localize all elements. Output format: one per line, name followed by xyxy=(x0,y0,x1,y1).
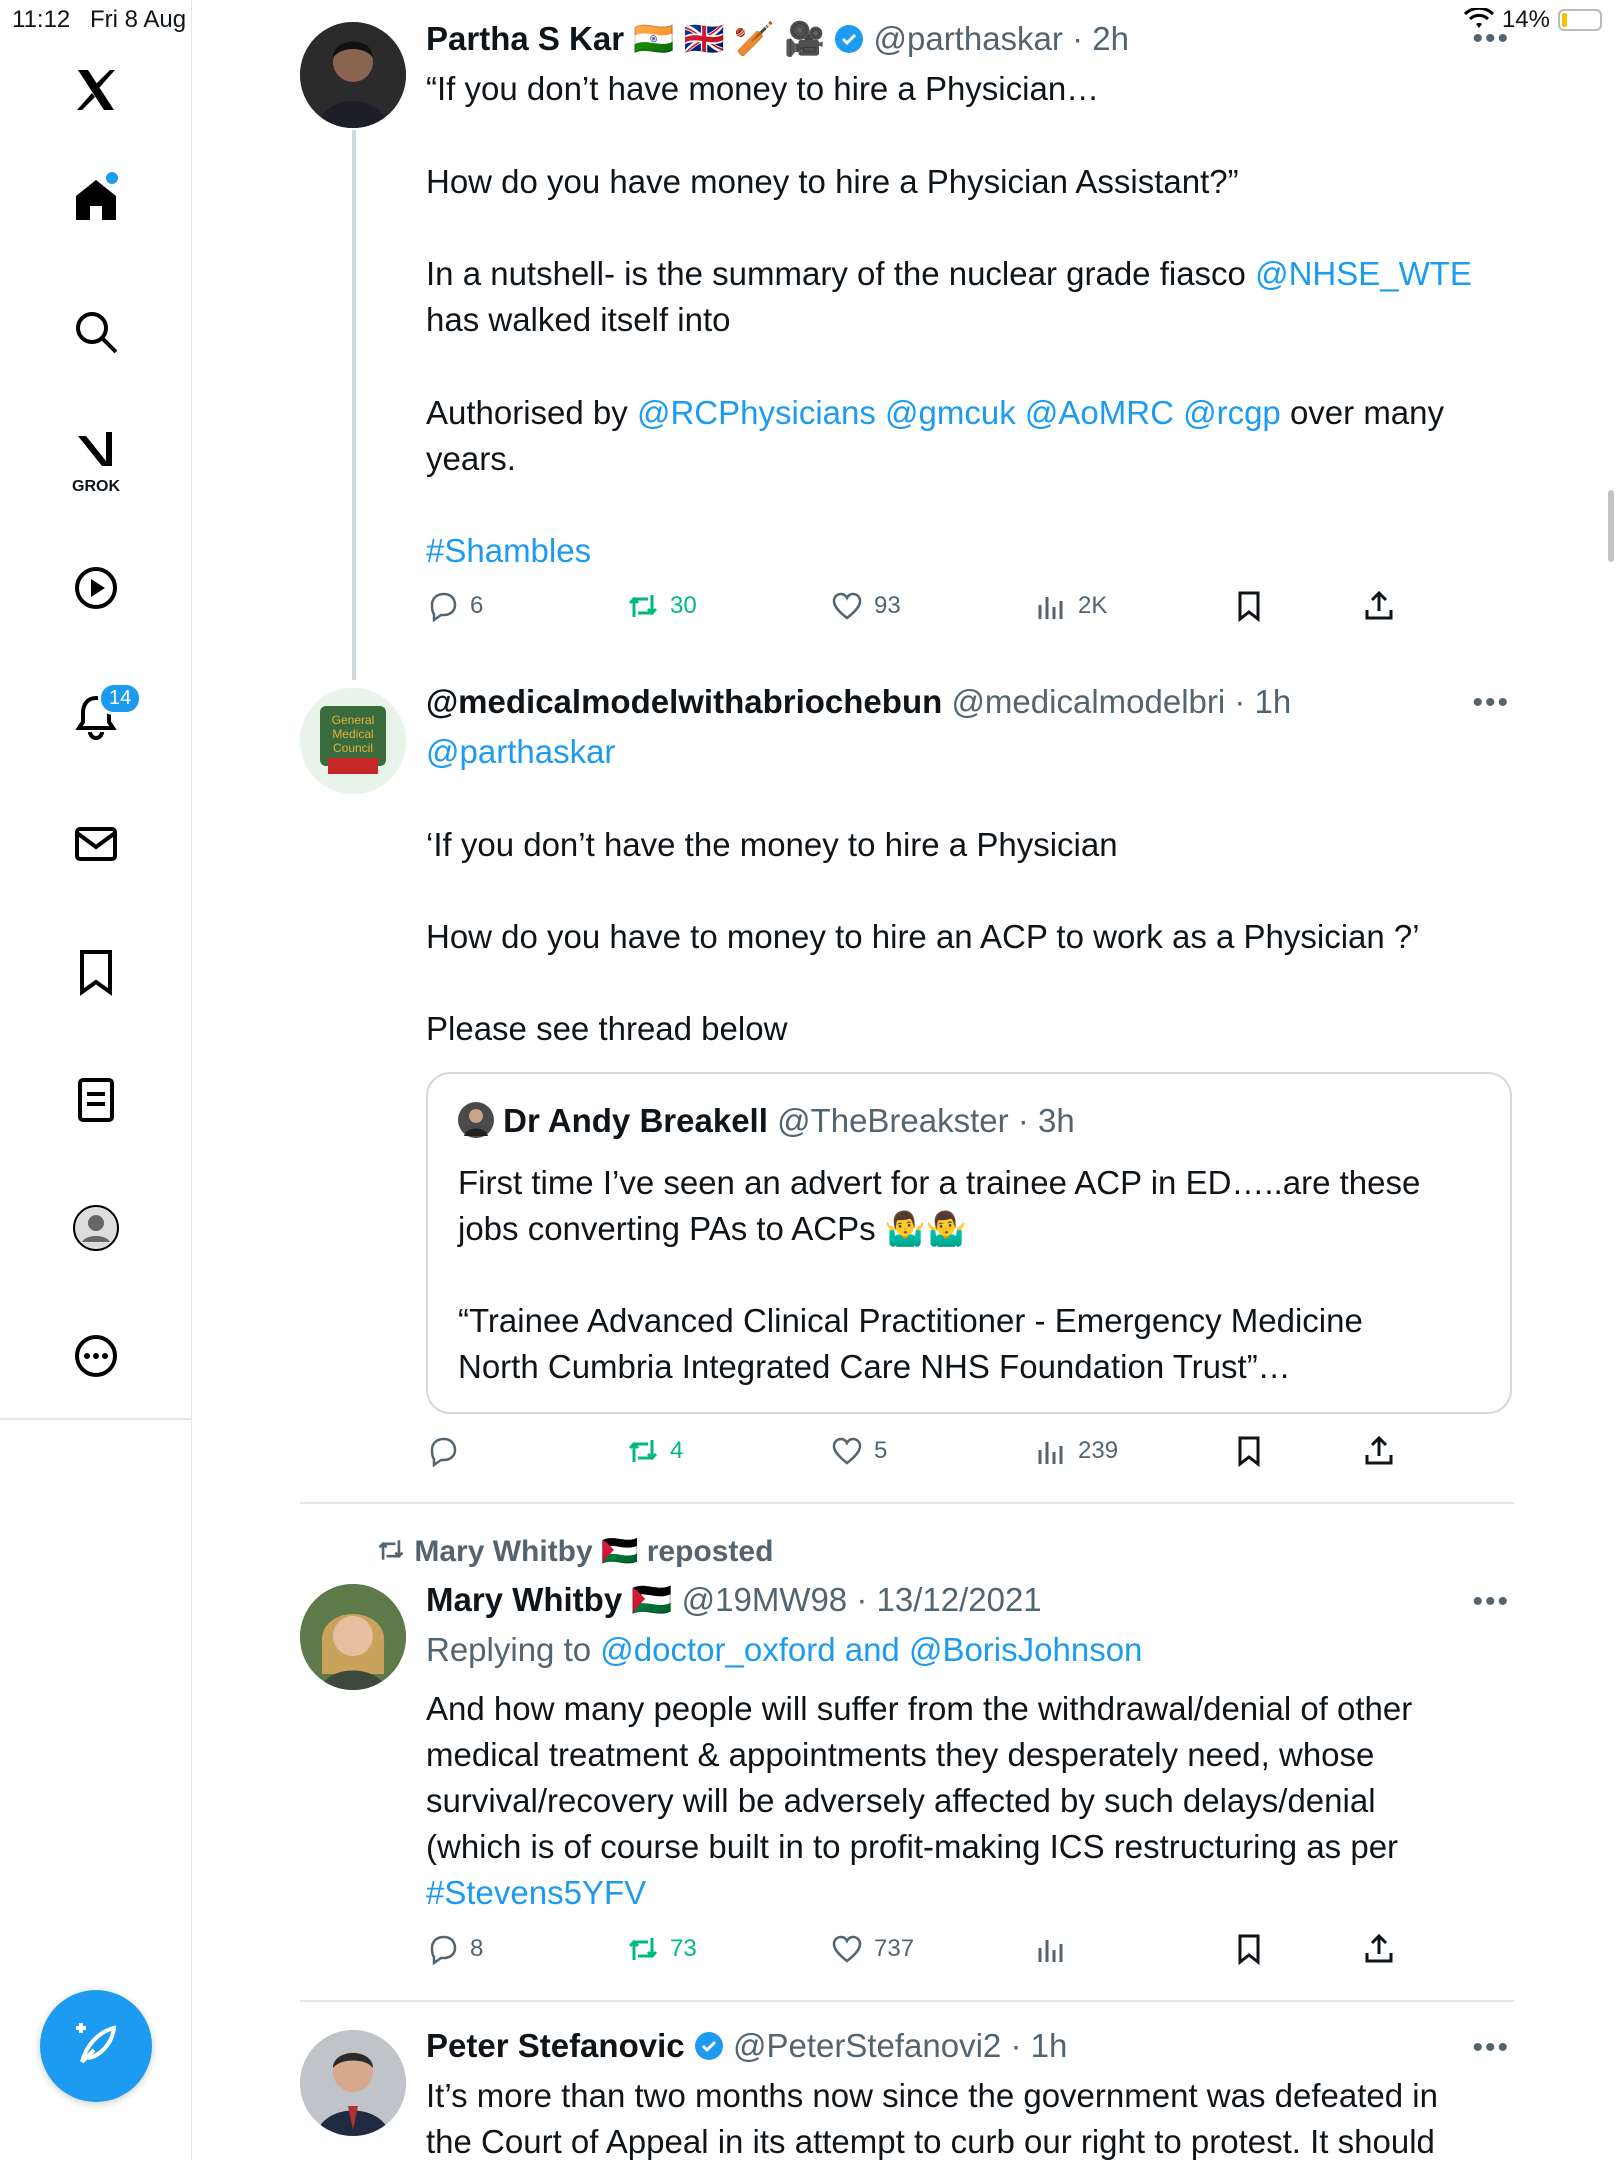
tweet-separator xyxy=(300,1502,1514,1504)
video-icon[interactable] xyxy=(56,548,136,628)
quote-text-line: “Trainee Advanced Clinical Practitioner - Emergency Medicine xyxy=(458,1302,1363,1339)
avatar-text: Council xyxy=(332,741,374,755)
avatar-partha[interactable] xyxy=(300,22,406,128)
reply-icon xyxy=(426,1434,460,1468)
bookmark-button[interactable] xyxy=(1232,1434,1266,1468)
text-span: over many xyxy=(1280,394,1445,431)
share-button[interactable] xyxy=(1362,1932,1396,1966)
scrollbar[interactable] xyxy=(1608,490,1614,562)
more-options-button[interactable]: ••• xyxy=(1472,22,1510,55)
avatar-text: Medical xyxy=(332,727,374,741)
author-name[interactable]: Partha S Kar xyxy=(426,20,625,57)
sidebar-divider xyxy=(0,1418,192,1420)
tweet-actions xyxy=(426,589,1426,629)
hashtag-link[interactable]: #Stevens5YFV xyxy=(426,1874,647,1911)
reply-button[interactable] xyxy=(426,589,483,623)
reply-icon xyxy=(426,1932,460,1966)
home-icon[interactable] xyxy=(56,160,136,240)
reply-button[interactable] xyxy=(426,1434,470,1468)
reply-count: 8 xyxy=(470,1935,484,1962)
share-icon xyxy=(1362,589,1396,623)
repost-icon xyxy=(626,1932,660,1966)
text-span: In a nutshell- is the summary of the nuclear grade fiasco xyxy=(426,255,1256,292)
more-options-icon[interactable] xyxy=(56,1316,136,1396)
bookmark-button[interactable] xyxy=(1232,1932,1266,1966)
tweet-header xyxy=(426,1577,1042,1623)
tweet-time[interactable]: · 2h xyxy=(1072,20,1129,57)
more-options-button[interactable]: ••• xyxy=(1472,1585,1510,1618)
quote-header xyxy=(458,1098,1075,1144)
quote-time: · 3h xyxy=(1017,1102,1075,1139)
bookmark-button[interactable] xyxy=(1232,589,1266,623)
tweet-text-line: medical treatment & appointments they desperately need, whose xyxy=(426,1736,1375,1773)
like-count: 737 xyxy=(874,1935,915,1962)
tweet-text-line: How do you have to money to hire an ACP to work as a Physician ?’ xyxy=(426,918,1420,955)
tweet-text-line: survival/recovery will be adversely affected by such delays/denial xyxy=(426,1782,1376,1819)
mention-links[interactable]: @RCPhysicians @gmcuk @AoMRC @rcgp xyxy=(636,394,1281,431)
avatar-mary-whitby[interactable] xyxy=(300,1584,406,1690)
thread-line xyxy=(352,130,356,680)
verified-icon xyxy=(834,24,864,54)
more-options-button[interactable]: ••• xyxy=(1472,686,1510,719)
share-icon xyxy=(1362,1932,1396,1966)
home-unread-dot xyxy=(106,172,118,184)
text-span: Authorised by xyxy=(426,394,637,431)
author-flags: 🇮🇳 🇬🇧 🏏 🎥 xyxy=(633,20,826,57)
battery-percent: 14% xyxy=(1501,6,1550,33)
reply-icon xyxy=(426,589,460,623)
repost-count: 73 xyxy=(670,1935,697,1962)
heart-icon xyxy=(830,1434,864,1468)
x-logo-icon[interactable] xyxy=(56,50,136,130)
replying-to xyxy=(426,1627,1142,1673)
reply-button[interactable] xyxy=(426,1932,483,1966)
views-count: 2K xyxy=(1078,592,1108,619)
lists-icon[interactable] xyxy=(56,1060,136,1140)
tweet-text-line: “If you don’t have money to hire a Physician… xyxy=(426,70,1100,107)
avatar-medicalmodel[interactable] xyxy=(300,688,406,794)
author-handle[interactable]: @parthaskar xyxy=(873,20,1063,57)
repost-icon xyxy=(626,589,660,623)
heart-icon xyxy=(830,589,864,623)
views-button[interactable] xyxy=(1034,1932,1068,1966)
tweet-time[interactable]: · 13/12/2021 xyxy=(856,1581,1042,1618)
bookmark-icon xyxy=(1232,1434,1266,1468)
repost-count: 30 xyxy=(670,592,697,619)
views-icon xyxy=(1034,589,1068,623)
like-button[interactable] xyxy=(830,1434,887,1468)
more-options-button[interactable]: ••• xyxy=(1472,2031,1510,2064)
author-name[interactable]: Peter Stefanovic xyxy=(426,2027,685,2064)
share-icon xyxy=(1362,1434,1396,1468)
compose-feather-icon xyxy=(68,2018,124,2074)
tweet-text-line: And how many people will suffer from the withdrawal/denial of other xyxy=(426,1690,1413,1727)
replying-prefix: Replying to xyxy=(426,1631,601,1668)
avatar-text: General xyxy=(331,713,375,727)
quote-text-line: North Cumbria Integrated Care NHS Foundation Trust”… xyxy=(458,1348,1291,1385)
views-count: 239 xyxy=(1078,1437,1119,1464)
reply-count: 6 xyxy=(470,592,484,619)
profile-avatar-icon[interactable] xyxy=(56,1188,136,1268)
author-handle[interactable]: @19MW98 xyxy=(681,1581,848,1618)
like-button[interactable] xyxy=(830,589,901,623)
status-time: 11:12 xyxy=(12,6,71,33)
tweet-text-line xyxy=(426,390,1444,436)
repost-button[interactable] xyxy=(626,1932,697,1966)
tweet-text-line: the Court of Appeal in its attempt to curb our right to protest. It should xyxy=(426,2123,1435,2160)
messages-icon[interactable] xyxy=(56,804,136,884)
repost-context xyxy=(376,1529,773,1575)
grok-label: GROK xyxy=(72,478,120,495)
status-date: Fri 8 Aug xyxy=(90,6,187,33)
author-handle[interactable]: @PeterStefanovi2 xyxy=(732,2027,1002,2064)
mention-link[interactable]: @parthaskar xyxy=(426,733,616,770)
tweet-text-line: It’s more than two months now since the government was defeated in xyxy=(426,2077,1438,2114)
quote-author-name: Dr Andy Breakell xyxy=(503,1102,768,1139)
search-icon[interactable] xyxy=(56,292,136,372)
avatar-peter-stefanovic[interactable] xyxy=(300,2030,406,2136)
battery-level xyxy=(1562,13,1567,27)
tweet-text-line xyxy=(426,251,1472,297)
like-count: 93 xyxy=(874,592,901,619)
share-button[interactable] xyxy=(1362,589,1396,623)
views-icon xyxy=(1034,1434,1068,1468)
quote-text-line: First time I’ve seen an advert for a trainee ACP in ED…..are these xyxy=(458,1164,1421,1201)
tweet-text-line: Please see thread below xyxy=(426,1010,788,1047)
tweet-text-line: has walked itself into xyxy=(426,301,731,338)
bookmark-icon xyxy=(1232,589,1266,623)
repost-button[interactable] xyxy=(626,589,697,623)
repost-small-icon xyxy=(376,1535,406,1565)
mention-link[interactable]: @NHSE_WTE xyxy=(1255,255,1472,292)
like-count: 5 xyxy=(874,1437,888,1464)
quoted-tweet[interactable] xyxy=(426,1072,1512,1414)
sidebar xyxy=(0,0,192,2160)
repost-context-text[interactable]: Mary Whitby 🇵🇸 reposted xyxy=(414,1535,774,1568)
tweet-actions xyxy=(426,1434,1426,1474)
views-button[interactable] xyxy=(1034,589,1107,623)
compose-post-button[interactable] xyxy=(40,1990,152,2102)
heart-icon xyxy=(830,1932,864,1966)
like-button[interactable] xyxy=(830,1932,914,1966)
verified-icon xyxy=(694,2031,724,2061)
quote-text-line: jobs converting PAs to ACPs 🤷‍♂️🤷‍♂️ xyxy=(458,1210,967,1247)
views-icon xyxy=(1034,1932,1068,1966)
tweet-text-line: How do you have money to hire a Physician Assistant?” xyxy=(426,163,1239,200)
repost-button[interactable] xyxy=(626,1434,683,1468)
hashtag-link[interactable]: #Shambles xyxy=(426,532,592,569)
tweet-header xyxy=(426,16,1129,62)
tweet-time[interactable]: · 1h xyxy=(1010,2027,1068,2064)
tweet-separator xyxy=(300,2000,1514,2002)
author-handle[interactable]: @medicalmodelbri xyxy=(951,683,1226,720)
author-name[interactable]: Mary Whitby 🇵🇸 xyxy=(426,1581,673,1618)
tweet-header xyxy=(426,2023,1067,2069)
tweet-text-line: (which is of course built in to profit-making ICS restructuring as per xyxy=(426,1828,1399,1865)
repost-count: 4 xyxy=(670,1437,684,1464)
bookmarks-icon[interactable] xyxy=(56,932,136,1012)
quote-author-handle: @TheBreakster xyxy=(777,1102,1009,1139)
views-button[interactable] xyxy=(1034,1434,1118,1468)
tweet-header xyxy=(426,679,1291,725)
share-button[interactable] xyxy=(1362,1434,1396,1468)
tweet-time[interactable]: · 1h xyxy=(1234,683,1292,720)
repost-icon xyxy=(626,1434,660,1468)
tweet-text-line: ‘If you don’t have the money to hire a Physician xyxy=(426,826,1118,863)
bookmark-icon xyxy=(1232,1932,1266,1966)
tweet-text-line: years. xyxy=(426,440,516,477)
replying-to-links[interactable]: @doctor_oxford and @BorisJohnson xyxy=(600,1631,1143,1668)
notifications-badge: 14 xyxy=(98,682,142,715)
author-name[interactable]: @medicalmodelwithabriochebun xyxy=(426,683,943,720)
tweet-actions xyxy=(426,1932,1426,1972)
battery-icon xyxy=(1558,9,1602,31)
quote-avatar xyxy=(458,1102,494,1138)
